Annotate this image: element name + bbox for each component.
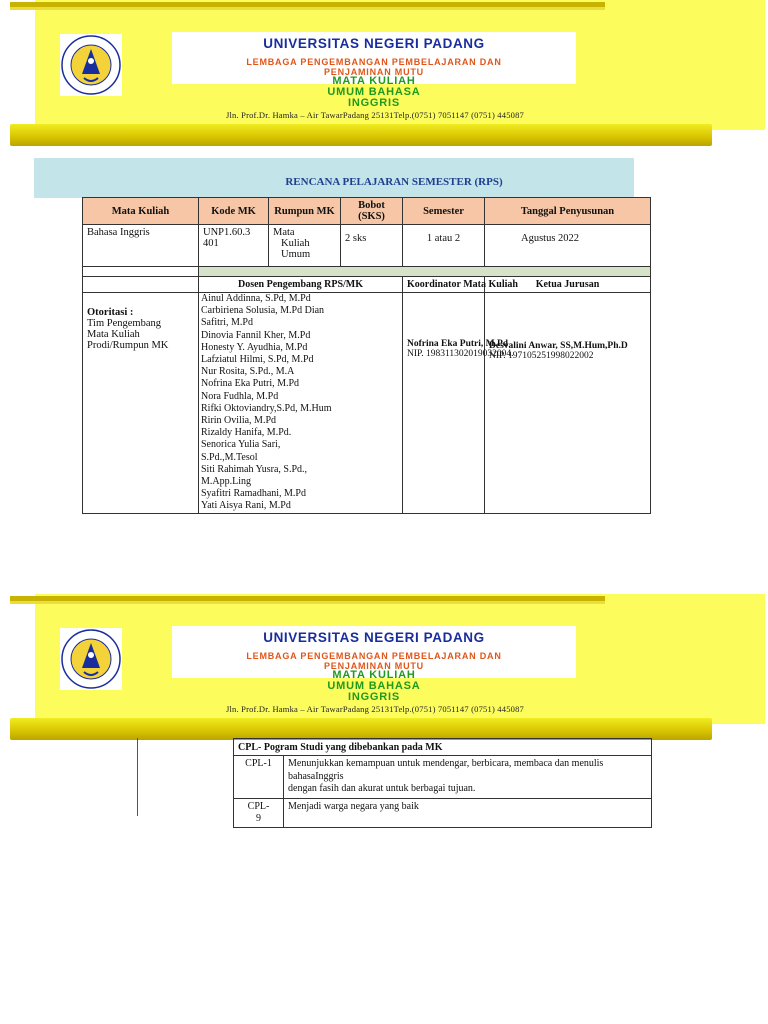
rps-otoritasi-row	[83, 293, 651, 514]
cpl-code	[234, 798, 284, 827]
cpl-description: Menjadi warga negara yang baik	[284, 798, 652, 827]
otoritasi-line-2: Mata Kuliah	[87, 329, 140, 340]
dosen-item: Lafziatul Hilmi, S.Pd, M.Pd	[201, 354, 314, 366]
header-banner	[0, 0, 768, 160]
banner-top-rule	[10, 2, 605, 7]
col-bobot: Bobot (SKS)	[341, 198, 403, 225]
dosen-item: M.App.Ling	[201, 476, 251, 488]
rps-subheader-row	[83, 277, 651, 293]
dosen-item: Nur Rosita, S.Pd., M.A	[201, 366, 295, 378]
rumpun-line-3: Umum	[281, 249, 311, 260]
sub-ketua: Ketua Jurusan	[485, 277, 651, 293]
rps-table	[82, 197, 651, 514]
cpl-desc-line: Menunjukkan kemampuan untuk mendengar, berbicara, membaca dan menulis	[288, 758, 604, 769]
cpl-header-row	[234, 739, 652, 756]
otoritasi-line-1: Tim Pengembang	[87, 318, 161, 329]
cpl-row	[234, 756, 652, 799]
banner-top-rule	[10, 596, 605, 601]
rps-title: RENCANA PELAJARAN SEMESTER (RPS)	[285, 176, 503, 188]
dosen-item: Rifki Oktoviandry,S.Pd, M.Hum	[201, 402, 332, 414]
address: Jln. Prof.Dr. Hamka – Air TawarPadang 25131Telp.(0751) 7051147 (0751) 445087	[225, 110, 524, 120]
cpl-code: CPL-1	[234, 756, 284, 799]
sub-koordinator: Koordinator Mata Kuliah	[403, 277, 485, 293]
cell-bobot: 2 sks	[341, 225, 403, 267]
rumpun-line-2: Kuliah	[281, 238, 310, 249]
cpl-row	[234, 798, 652, 827]
col-kode-mk: Kode MK	[199, 198, 269, 225]
unp-logo-icon	[60, 34, 122, 96]
dosen-item: Siti Rahimah Yusra, S.Pd.,	[201, 463, 308, 475]
university-name: UNIVERSITAS NEGERI PADANG	[263, 36, 485, 51]
koordinator-cell	[403, 293, 514, 514]
rps-header-row	[83, 198, 651, 225]
dosen-item: Safitri, M.Pd	[201, 317, 253, 329]
dosen-item: Nora Fudhla, M.Pd	[201, 390, 279, 402]
otoritasi-label: Otoritasi :	[87, 307, 134, 318]
cell-tanggal: Agustus 2022	[485, 225, 651, 267]
lembaga-name	[172, 57, 576, 77]
dosen-item: S.Pd.,M.Tesol	[201, 451, 258, 463]
cpl-code-line: CPL-	[247, 800, 270, 812]
ketua-nip: NIP. 197105251998022002	[489, 351, 594, 361]
cell-mata-kuliah: Bahasa Inggris	[83, 225, 199, 267]
lembaga-line-2: PENJAMINAN MUTU	[323, 67, 424, 77]
cpl-code-line: 9	[256, 812, 261, 824]
dosen-item: Honesty Y. Ayudhia, M.Pd	[201, 341, 308, 353]
cpl-desc-line: dengan fasih dan akurat untuk berbagai tujuan.	[288, 783, 476, 794]
koordinator-name: Nofrina Eka Putri, M.Pd	[407, 339, 509, 349]
col-mata-kuliah: Mata Kuliah	[83, 198, 199, 225]
university-name: UNIVERSITAS NEGERI PADANG	[263, 630, 485, 645]
dosen-item: Nofrina Eka Putri, M.Pd	[201, 378, 300, 390]
cell-rumpun-mk	[269, 225, 341, 267]
banner-bottom-bar	[10, 718, 712, 740]
dosen-item: Rizaldy Hanifa, M.Pd.	[201, 427, 292, 439]
cpl-table	[233, 738, 652, 828]
lembaga-line-1: LEMBAGA PENGEMBANGAN PEMBELAJARAN DAN	[246, 57, 502, 67]
dosen-item: Senorica Yulia Sari,	[201, 439, 281, 451]
course-line-2: UMUM BAHASA	[327, 86, 421, 98]
cpl-desc-line: bahasaInggris	[288, 770, 344, 782]
banner-bottom-bar	[10, 124, 712, 146]
table-left-border	[137, 738, 138, 816]
ketua-name: Desvalini Anwar, SS,M.Hum,Ph.D	[489, 341, 628, 351]
cpl-header: CPL- Pogram Studi yang dibebankan pada MK	[234, 739, 652, 756]
course-line-1: MATA KULIAH	[332, 669, 416, 681]
dosen-item: Ririn Ovilia, M.Pd	[201, 415, 277, 427]
rps-spacer-row	[83, 267, 651, 277]
unp-logo-icon	[60, 628, 122, 690]
dosen-item: Carbiriena Solusia, M.Pd Dian	[201, 305, 325, 317]
course-line-3: INGGRIS	[347, 691, 401, 703]
address: Jln. Prof.Dr. Hamka – Air TawarPadang 25131Telp.(0751) 7051147 (0751) 445087	[225, 704, 524, 714]
dosen-item: Dinovia Fannil Kher, M.Pd	[201, 329, 311, 341]
cell-kode-mk: UNP1.60.3 401	[199, 225, 269, 267]
dosen-item: Ainul Addinna, S.Pd, M.Pd	[201, 293, 311, 304]
col-semester: Semester	[403, 198, 485, 225]
sub-dosen: Dosen Pengembang RPS/MK	[199, 277, 403, 293]
dosen-list	[199, 293, 403, 514]
rumpun-line-1: Mata	[273, 227, 295, 238]
course-line-3: INGGRIS	[347, 97, 401, 109]
otoritasi-cell	[83, 293, 199, 514]
header-banner	[0, 594, 768, 754]
col-tanggal: Tanggal Penyusunan	[485, 198, 651, 225]
koordinator-nip: NIP. 198311302019032004.	[407, 349, 514, 359]
rps-data-row	[83, 225, 651, 267]
lembaga-line-1: LEMBAGA PENGEMBANGAN PEMBELAJARAN DAN	[246, 651, 502, 661]
otoritasi-line-3: Prodi/Rumpun MK	[87, 340, 169, 351]
lembaga-name	[172, 651, 576, 671]
dosen-item: Yati Aisya Rani, M.Pd	[201, 500, 291, 512]
course-line-1: MATA KULIAH	[332, 75, 416, 87]
ketua-cell	[485, 293, 651, 514]
col-rumpun-mk: Rumpun MK	[269, 198, 341, 225]
cell-semester: 1 atau 2	[403, 225, 485, 267]
cpl-description	[284, 756, 652, 799]
course-line-2: UMUM BAHASA	[327, 680, 421, 692]
dosen-item: Syafitri Ramadhani, M.Pd	[201, 488, 306, 500]
lembaga-line-2: PENJAMINAN MUTU	[323, 661, 424, 671]
